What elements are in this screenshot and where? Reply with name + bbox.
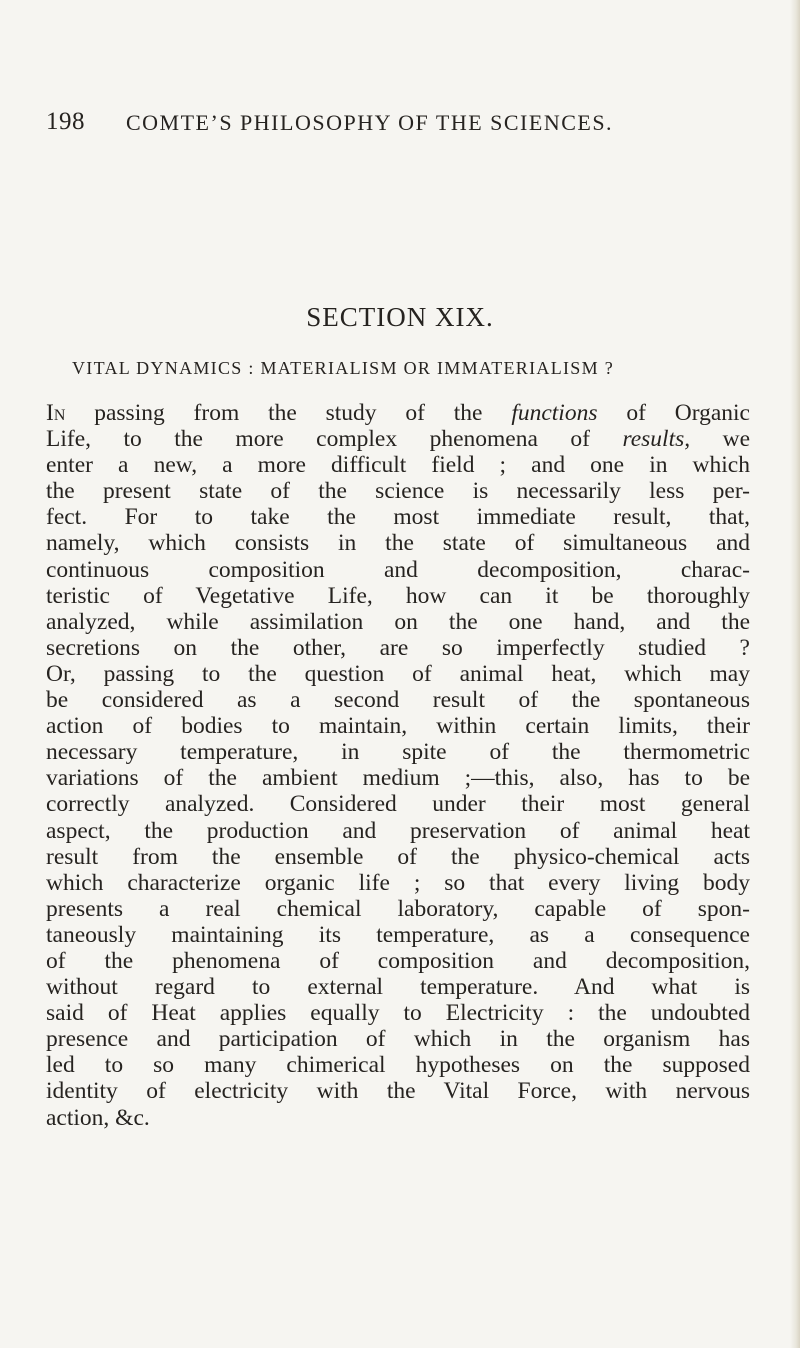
text-run: teristic of Vegetative Life, how can it be thoroughly: [46, 582, 750, 609]
text-run: secretions on the other, are so imperfectly studied ?: [46, 634, 750, 661]
text-line: [46, 870, 750, 896]
running-head: COMTE’S PHILOSOPHY OF THE SCIENCES.: [126, 110, 614, 135]
text-line: [46, 583, 750, 609]
text-line: [46, 765, 750, 791]
text-line: [46, 609, 750, 635]
text-line: [46, 739, 750, 765]
text-run: result from the ensemble of the physico-chemical acts: [46, 843, 750, 870]
body-paragraph: [46, 400, 750, 1131]
text-run: aspect, the production and preservation of animal heat: [46, 817, 750, 844]
text-run: be considered as a second result of the spontaneous: [46, 687, 750, 714]
text-run: said of Heat applies equally to Electricity : the undoubted: [46, 1000, 750, 1027]
text-run: correctly analyzed. Considered under their most general: [46, 791, 750, 818]
text-run: action, &c.: [46, 1104, 150, 1131]
text-run: enter a new, a more difficult field ; and one in which: [46, 452, 750, 479]
text-line: [46, 557, 750, 583]
text-line: [46, 713, 750, 739]
text-line: [46, 504, 750, 530]
text-run: led to so many chimerical hypotheses on the supposed: [46, 1052, 750, 1079]
page-edge-shadow: [790, 0, 800, 1348]
text-line: [46, 635, 750, 661]
text-line: [46, 687, 750, 713]
text-line: [46, 1000, 750, 1026]
text-run: passing from the study of the: [65, 400, 512, 426]
section-subtitle: VITAL DYNAMICS : MATERIALISM OR IMMATERIALISM ?: [72, 358, 614, 378]
text-run: taneously maintaining its temperature, as a consequence: [46, 921, 750, 948]
text-line: [46, 818, 750, 844]
text-line: [46, 791, 750, 817]
text-line: [46, 530, 750, 556]
italic-run: functions: [511, 400, 598, 426]
text-run: namely, which consists in the state of simultaneous and: [46, 530, 750, 557]
text-run: which characterize organic life ; so that every living body: [46, 869, 750, 896]
text-run: fect. For to take the most immediate result, that,: [46, 504, 750, 531]
text-run: action of bodies to maintain, within certain limits, their: [46, 713, 750, 740]
text-run: of the phenomena of composition and decomposition,: [46, 947, 750, 974]
text-run: presence and participation of which in the organism has: [46, 1026, 750, 1053]
text-run: identity of electricity with the Vital Force, with nervous: [46, 1078, 750, 1105]
page-header: [46, 108, 746, 142]
italic-run: results,: [622, 426, 691, 453]
text-line: [46, 922, 750, 948]
text-line: [46, 1052, 750, 1078]
section-title: SECTION XIX.: [306, 302, 494, 332]
text-run: Life, to the more complex phenomena of: [46, 426, 623, 453]
text-line: [46, 426, 750, 452]
text-line: [46, 896, 750, 922]
text-run: we: [690, 426, 751, 453]
text-run: analyzed, while assimilation on the one hand, and the: [46, 608, 750, 635]
text-run: presents a real chemical laboratory, capable of spon-: [46, 895, 750, 922]
text-run: necessary temperature, in spite of the thermometric: [46, 739, 750, 766]
text-run: the present state of the science is necessarily less per-: [46, 478, 750, 505]
drop-word: In: [46, 400, 66, 426]
text-line: [46, 478, 750, 504]
text-run: Or, passing to the question of animal heat, which may: [46, 660, 750, 687]
text-line: [46, 1026, 750, 1052]
text-line: [46, 452, 750, 478]
text-run: of Organic: [597, 400, 750, 426]
text-run: continuous composition and decomposition, charac-: [46, 556, 750, 583]
text-line: [46, 948, 750, 974]
text-line: [46, 1078, 750, 1104]
text-line: [46, 400, 750, 426]
text-line: [46, 1105, 750, 1131]
text-run: variations of the ambient medium ;—this, also, has to be: [46, 765, 750, 792]
text-line: [46, 661, 750, 687]
text-line: [46, 844, 750, 870]
text-run: without regard to external temperature. And what is: [46, 974, 750, 1001]
text-line: [46, 974, 750, 1000]
page-number: 198: [46, 108, 85, 135]
